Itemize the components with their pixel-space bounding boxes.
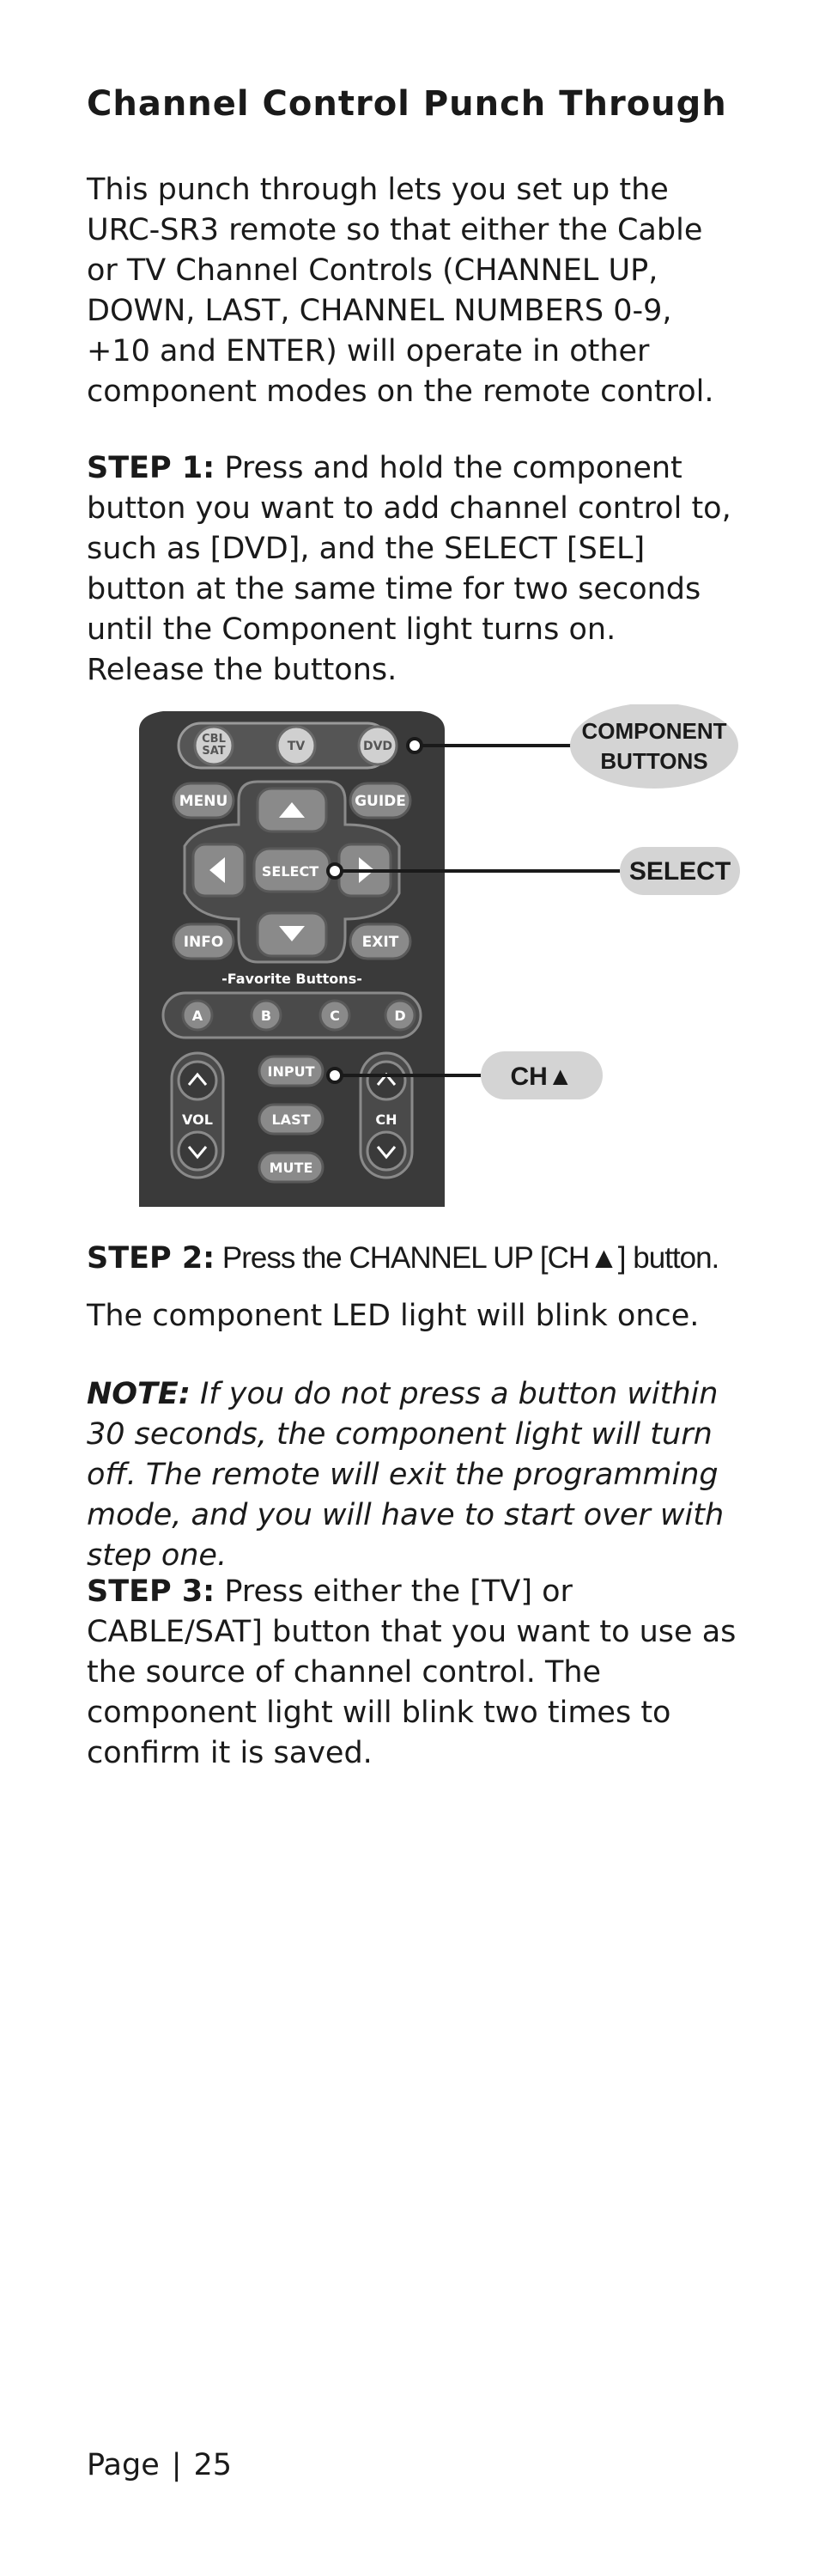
step-1-label: STEP 1: (87, 451, 215, 485)
step-2-followup: The component LED light will blink once. (87, 1299, 700, 1333)
cbl-sat-label-top: CBL (202, 733, 226, 746)
note-text: If you do not press a button within 30 seconds, the component light will turn off. The remote will exit the programming mode, and you will have to start over with step one. (87, 1377, 725, 1573)
select-callout-dot (328, 864, 342, 878)
select-callout-label: SELECT (628, 857, 731, 886)
intro-paragraph: This punch through lets you set up the URC-SR3 remote so that either the Cable or TV Channel Controls (CHANNEL UP, DOWN, LAST, CHANNEL NUMBERS 0-9, +10 and ENTER) will operate in other component modes on the remote control. (87, 173, 714, 409)
channel-up-button[interactable] (367, 1062, 405, 1099)
last-label: LAST (271, 1111, 311, 1128)
favorite-b-label: B (260, 1008, 272, 1024)
footer-separator: | (171, 2448, 182, 2482)
ch-callout-dot (328, 1069, 342, 1082)
step-1-paragraph (87, 448, 739, 691)
volume-up-button[interactable] (179, 1062, 216, 1099)
component-callout-line2: BUTTONS (600, 748, 708, 774)
input-label: INPUT (267, 1063, 315, 1080)
step-3-paragraph (87, 1572, 739, 1774)
page-footer (87, 2448, 232, 2482)
ch-label: CH (375, 1111, 397, 1128)
page-title: Channel Control Punch Through (87, 84, 727, 124)
step-2-paragraph (87, 1238, 739, 1279)
note-paragraph (87, 1374, 739, 1576)
component-callout-bubble (570, 704, 738, 789)
volume-down-button[interactable] (179, 1132, 216, 1170)
step-2-label: STEP 2: (87, 1241, 215, 1276)
dvd-label: DVD (362, 740, 393, 753)
component-callout-dot (408, 739, 422, 752)
step-3-text: Press either the [TV] or CABLE/SAT] button that you want to use as the source of channel control. The component light will blink two times to confirm it is saved. (87, 1574, 737, 1770)
step-1-release: Release the buttons. (87, 653, 397, 687)
cbl-sat-label-bottom: SAT (202, 745, 226, 758)
favorite-c-label: C (330, 1008, 340, 1024)
step-1-text: Press and hold the component button you want to add channel control to, such as [DVD], and the SELECT [SEL] button at the same time for two seconds until the Component light turns on. (87, 451, 731, 647)
step-3-label: STEP 3: (87, 1574, 215, 1609)
component-callout-line1: COMPONENT (581, 718, 727, 744)
ch-callout-label: CH▲ (510, 1063, 573, 1091)
select-label: SELECT (261, 863, 319, 880)
footer-page-number: 25 (193, 2448, 233, 2482)
favorite-d-label: D (394, 1008, 406, 1024)
favorite-buttons-heading: -Favorite Buttons- (221, 971, 362, 987)
guide-label: GUIDE (355, 793, 406, 810)
info-label: INFO (183, 934, 224, 951)
tv-label: TV (287, 740, 306, 753)
menu-label: MENU (179, 793, 228, 810)
note-label: NOTE: (87, 1377, 191, 1411)
step-2-text: Press the CHANNEL UP [CH▲] button. (221, 1241, 719, 1275)
mute-label: MUTE (269, 1160, 313, 1176)
favorite-a-label: A (191, 1008, 203, 1024)
footer-page-word: Page (87, 2448, 160, 2482)
remote-svg (129, 704, 747, 1207)
vol-label: VOL (182, 1111, 213, 1128)
remote-illustration (129, 704, 747, 1207)
channel-down-button[interactable] (367, 1132, 405, 1170)
exit-label: EXIT (361, 934, 399, 951)
